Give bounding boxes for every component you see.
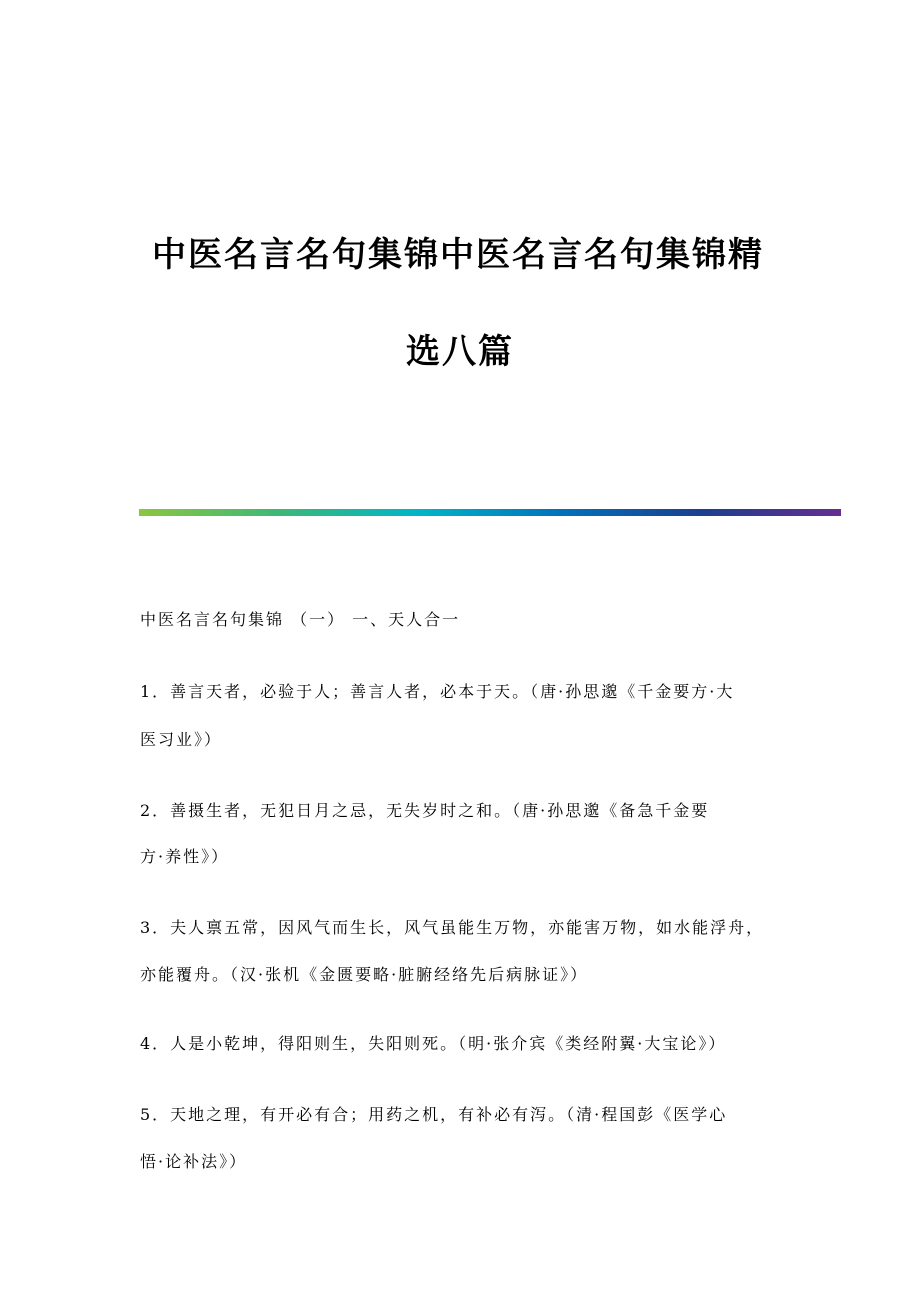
entry-2-line-2: 方·养性》） bbox=[140, 847, 230, 866]
gradient-divider-bar bbox=[139, 509, 841, 516]
entry-3-line-1: 3．夫人禀五常，因风气而生长，风气虽能生万物，亦能害万物，如水能浮舟， bbox=[140, 918, 765, 937]
document-title-line-2: 选八篇 bbox=[406, 332, 514, 372]
entry-2-line-1: 2．善摄生者，无犯日月之忌，无失岁时之和。（唐·孙思邈《备急千金要 bbox=[140, 801, 710, 820]
document-title-line-1: 中医名言名句集锦中医名言名句集锦精 bbox=[152, 235, 764, 275]
entry-3-line-2: 亦能覆舟。（汉·张机《金匮要略·脏腑经络先后病脉证》） bbox=[140, 965, 589, 984]
gradient-divider bbox=[139, 509, 841, 516]
entry-1-line-2: 医习业》） bbox=[140, 730, 223, 749]
section-heading: 中医名言名句集锦 （一） 一、天人合一 bbox=[140, 610, 461, 629]
entry-5-line-1: 5．天地之理，有开必有合；用药之机，有补必有泻。（清·程国彭《医学心 bbox=[140, 1105, 728, 1124]
entry-4-line-1: 4．人是小乾坤，得阳则生，失阳则死。（明·张介宾《类经附翼·大宝论》） bbox=[140, 1034, 727, 1053]
entry-1-line-1: 1．善言天者，必验于人；善言人者，必本于天。（唐·孙思邈《千金要方·大 bbox=[140, 682, 735, 701]
entry-5-line-2: 悟·论补法》） bbox=[140, 1152, 248, 1171]
